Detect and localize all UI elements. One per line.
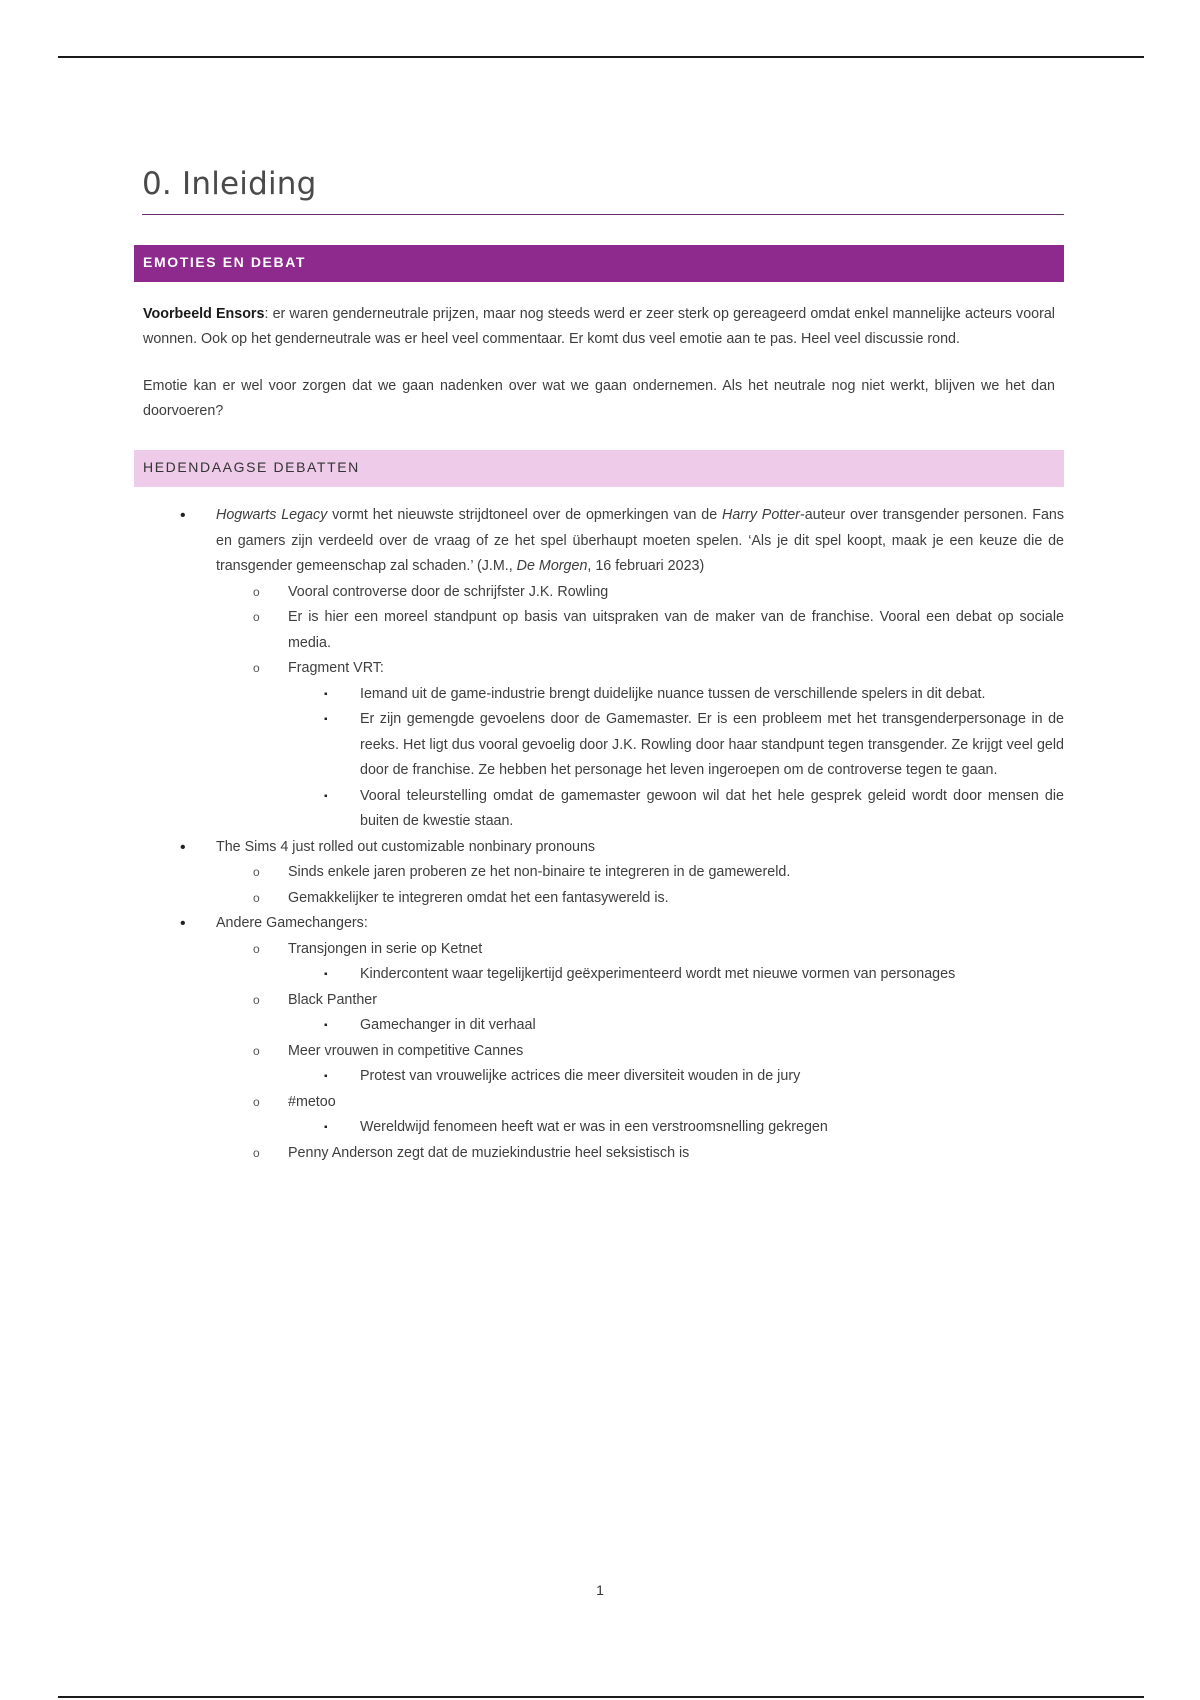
sub-list-item <box>216 1039 1064 1090</box>
list-item-text: Black Panther <box>288 991 378 1008</box>
sub-list-item <box>216 886 1064 912</box>
paragraph-text: : er waren genderneutrale prijzen, maar nog steeds werd er zeer sterk op gereageerd omdat enkel mannelijke acteurs vooral wonnen. Ook op het genderneutrale was er heel veel commentaar. Er komt dus veel emotie aan te pas. Heel veel discussie rond. <box>143 306 1055 347</box>
footer-rule <box>58 1696 1144 1698</box>
list-item-text: Fragment VRT: <box>288 660 384 676</box>
text-segment: , 16 februari 2023) <box>587 558 705 574</box>
bullet-square-icon: ▪ <box>324 969 328 980</box>
sub-sub-list-item <box>288 962 1064 988</box>
text-segment: vormt het nieuwste strijdtoneel over de opmerkingen van de <box>327 507 723 523</box>
sub-sub-list-item <box>288 1064 1064 1090</box>
list-item-andere-gamechangers <box>134 911 1064 1166</box>
bullet-disc-icon: • <box>180 507 186 524</box>
list-item-text: Protest van vrouwelijke actrices die meer diversiteit wouden in de jury <box>360 1068 801 1084</box>
list-item-text: Sinds enkele jaren proberen ze het non-binaire te integreren in de gamewereld. <box>288 864 791 880</box>
list-item-text: Vooral controverse door de schrijfster J.K. Rowling <box>288 583 609 600</box>
list-item-text: Er zijn gemengde gevoelens door de Gamemaster. Er is een probleem met het transgenderpersonage in de reeks. Het ligt dus vooral gevoelig door J.K. Rowling door haar standpunt tegen transgender. Ze krijgt veel geld door de franchise. Ze hebben het personage het leven ingeroepen om de controverse tegen te gaan. <box>360 711 1064 778</box>
sub-sub-list <box>216 682 1064 835</box>
page-content <box>134 150 1064 1166</box>
list-item-text: Meer vrouwen in competitive Cannes <box>288 1042 524 1059</box>
sub-list-item <box>216 988 1064 1039</box>
sub-list-item <box>216 1090 1064 1141</box>
bullet-square-icon: ▪ <box>324 1071 328 1082</box>
page-number: 1 <box>596 1582 604 1598</box>
sub-sub-list-item <box>288 784 1064 835</box>
bullet-disc-icon: • <box>180 838 186 856</box>
bullet-square-icon: ▪ <box>324 688 328 700</box>
sub-sub-list <box>216 962 1064 988</box>
section-header-emoties-en-debat: EMOTIES EN DEBAT <box>134 245 1064 282</box>
sub-list-item-fragment-vrt <box>216 656 1064 835</box>
sub-list <box>134 937 1064 1167</box>
bullet-circle-icon: o <box>253 865 260 879</box>
sub-sub-list-item <box>288 1115 1064 1141</box>
sub-list-item <box>216 1141 1064 1167</box>
bullet-circle-icon: o <box>253 661 260 675</box>
italic-title-harry-potter: Harry Potter <box>722 507 800 523</box>
list-item-text <box>216 507 1064 574</box>
bullet-circle-icon: o <box>253 1043 260 1058</box>
bullet-circle-icon: o <box>253 1145 260 1160</box>
list-item-text: Penny Anderson zegt dat de muziekindustrie heel seksistisch is <box>288 1144 690 1161</box>
list-item-the-sims-4 <box>134 835 1064 912</box>
sub-sub-list-item <box>288 1013 1064 1039</box>
paragraph-emotie: Emotie kan er wel voor zorgen dat we gaan nadenken over wat we gaan ondernemen. Als het neutrale nog niet werkt, blijven we het dan doorvoeren? <box>143 378 1055 419</box>
sub-list-item <box>216 605 1064 656</box>
bullet-circle-icon: o <box>253 1094 260 1109</box>
list-item-text: Gamechanger in dit verhaal <box>360 1017 536 1033</box>
list-item-text: The Sims 4 just rolled out customizable nonbinary pronouns <box>216 838 596 855</box>
bullet-square-icon: ▪ <box>324 714 328 725</box>
section-header-hedendaagse-debatten: HEDENDAAGSE DEBATTEN <box>134 450 1064 487</box>
bullet-circle-icon: o <box>253 941 260 956</box>
sub-list-item <box>216 860 1064 886</box>
page-title: 0. Inleiding <box>142 166 1064 215</box>
bold-lead: Voorbeeld Ensors <box>143 306 265 322</box>
bullet-disc-icon: • <box>180 915 186 932</box>
list-item-text: Kindercontent waar tegelijkertijd geëxperimenteerd wordt met nieuwe vormen van personages <box>360 966 956 982</box>
sub-sub-list-item <box>288 707 1064 784</box>
debates-list <box>134 503 1064 1166</box>
list-item-text: Er is hier een moreel standpunt op basis van uitspraken van de maker van de franchise. Vooral een debat op sociale media. <box>288 609 1064 651</box>
paragraph-voorbeeld-ensors <box>134 302 1064 352</box>
list-item-text: Wereldwijd fenomeen heeft wat er was in een verstroomsnelling gekregen <box>360 1119 828 1135</box>
bullet-circle-icon: o <box>253 610 260 624</box>
bullet-square-icon: ▪ <box>324 1122 328 1133</box>
header-rule <box>58 56 1144 58</box>
sub-list <box>134 860 1064 911</box>
bullet-circle-icon: o <box>253 992 260 1007</box>
sub-sub-list <box>216 1013 1064 1039</box>
list-item-text: #metoo <box>288 1093 336 1110</box>
sub-list-item <box>216 580 1064 606</box>
list-item-hogwarts-legacy <box>134 503 1064 835</box>
italic-source-de-morgen: De Morgen <box>516 558 588 574</box>
bullet-square-icon: ▪ <box>324 790 328 802</box>
italic-title-hogwarts-legacy: Hogwarts Legacy <box>216 507 328 523</box>
list-item-text: Iemand uit de game-industrie brengt duidelijke nuance tussen de verschillende spelers in dit debat. <box>360 685 986 702</box>
list-item-text: Gemakkelijker te integreren omdat het een fantasywereld is. <box>288 889 669 906</box>
text-segment: -auteur over transgender personen. Fans en gamers zijn verdeeld over de vraag of ze het spel überhaupt moeten spelen. ‘Als je dit spel koopt, maak je een keuze die de transgender gemeenschap zal schaden.’ (J.M., <box>216 507 1064 574</box>
sub-list-item <box>216 937 1064 988</box>
sub-sub-list-item <box>288 682 1064 708</box>
bullet-circle-icon: o <box>253 584 260 599</box>
list-item-text: Vooral teleurstelling omdat de gamemaster gewoon wil dat het hele gesprek geleid wordt door mensen die buiten de kwestie staan. <box>360 787 1064 829</box>
list-item-text: Transjongen in serie op Ketnet <box>288 940 483 957</box>
bullet-circle-icon: o <box>253 890 260 905</box>
sub-sub-list <box>216 1064 1064 1090</box>
bullet-square-icon: ▪ <box>324 1020 328 1031</box>
sub-sub-list <box>216 1115 1064 1141</box>
sub-list <box>134 580 1064 835</box>
list-item-text: Andere Gamechangers: <box>216 915 368 931</box>
